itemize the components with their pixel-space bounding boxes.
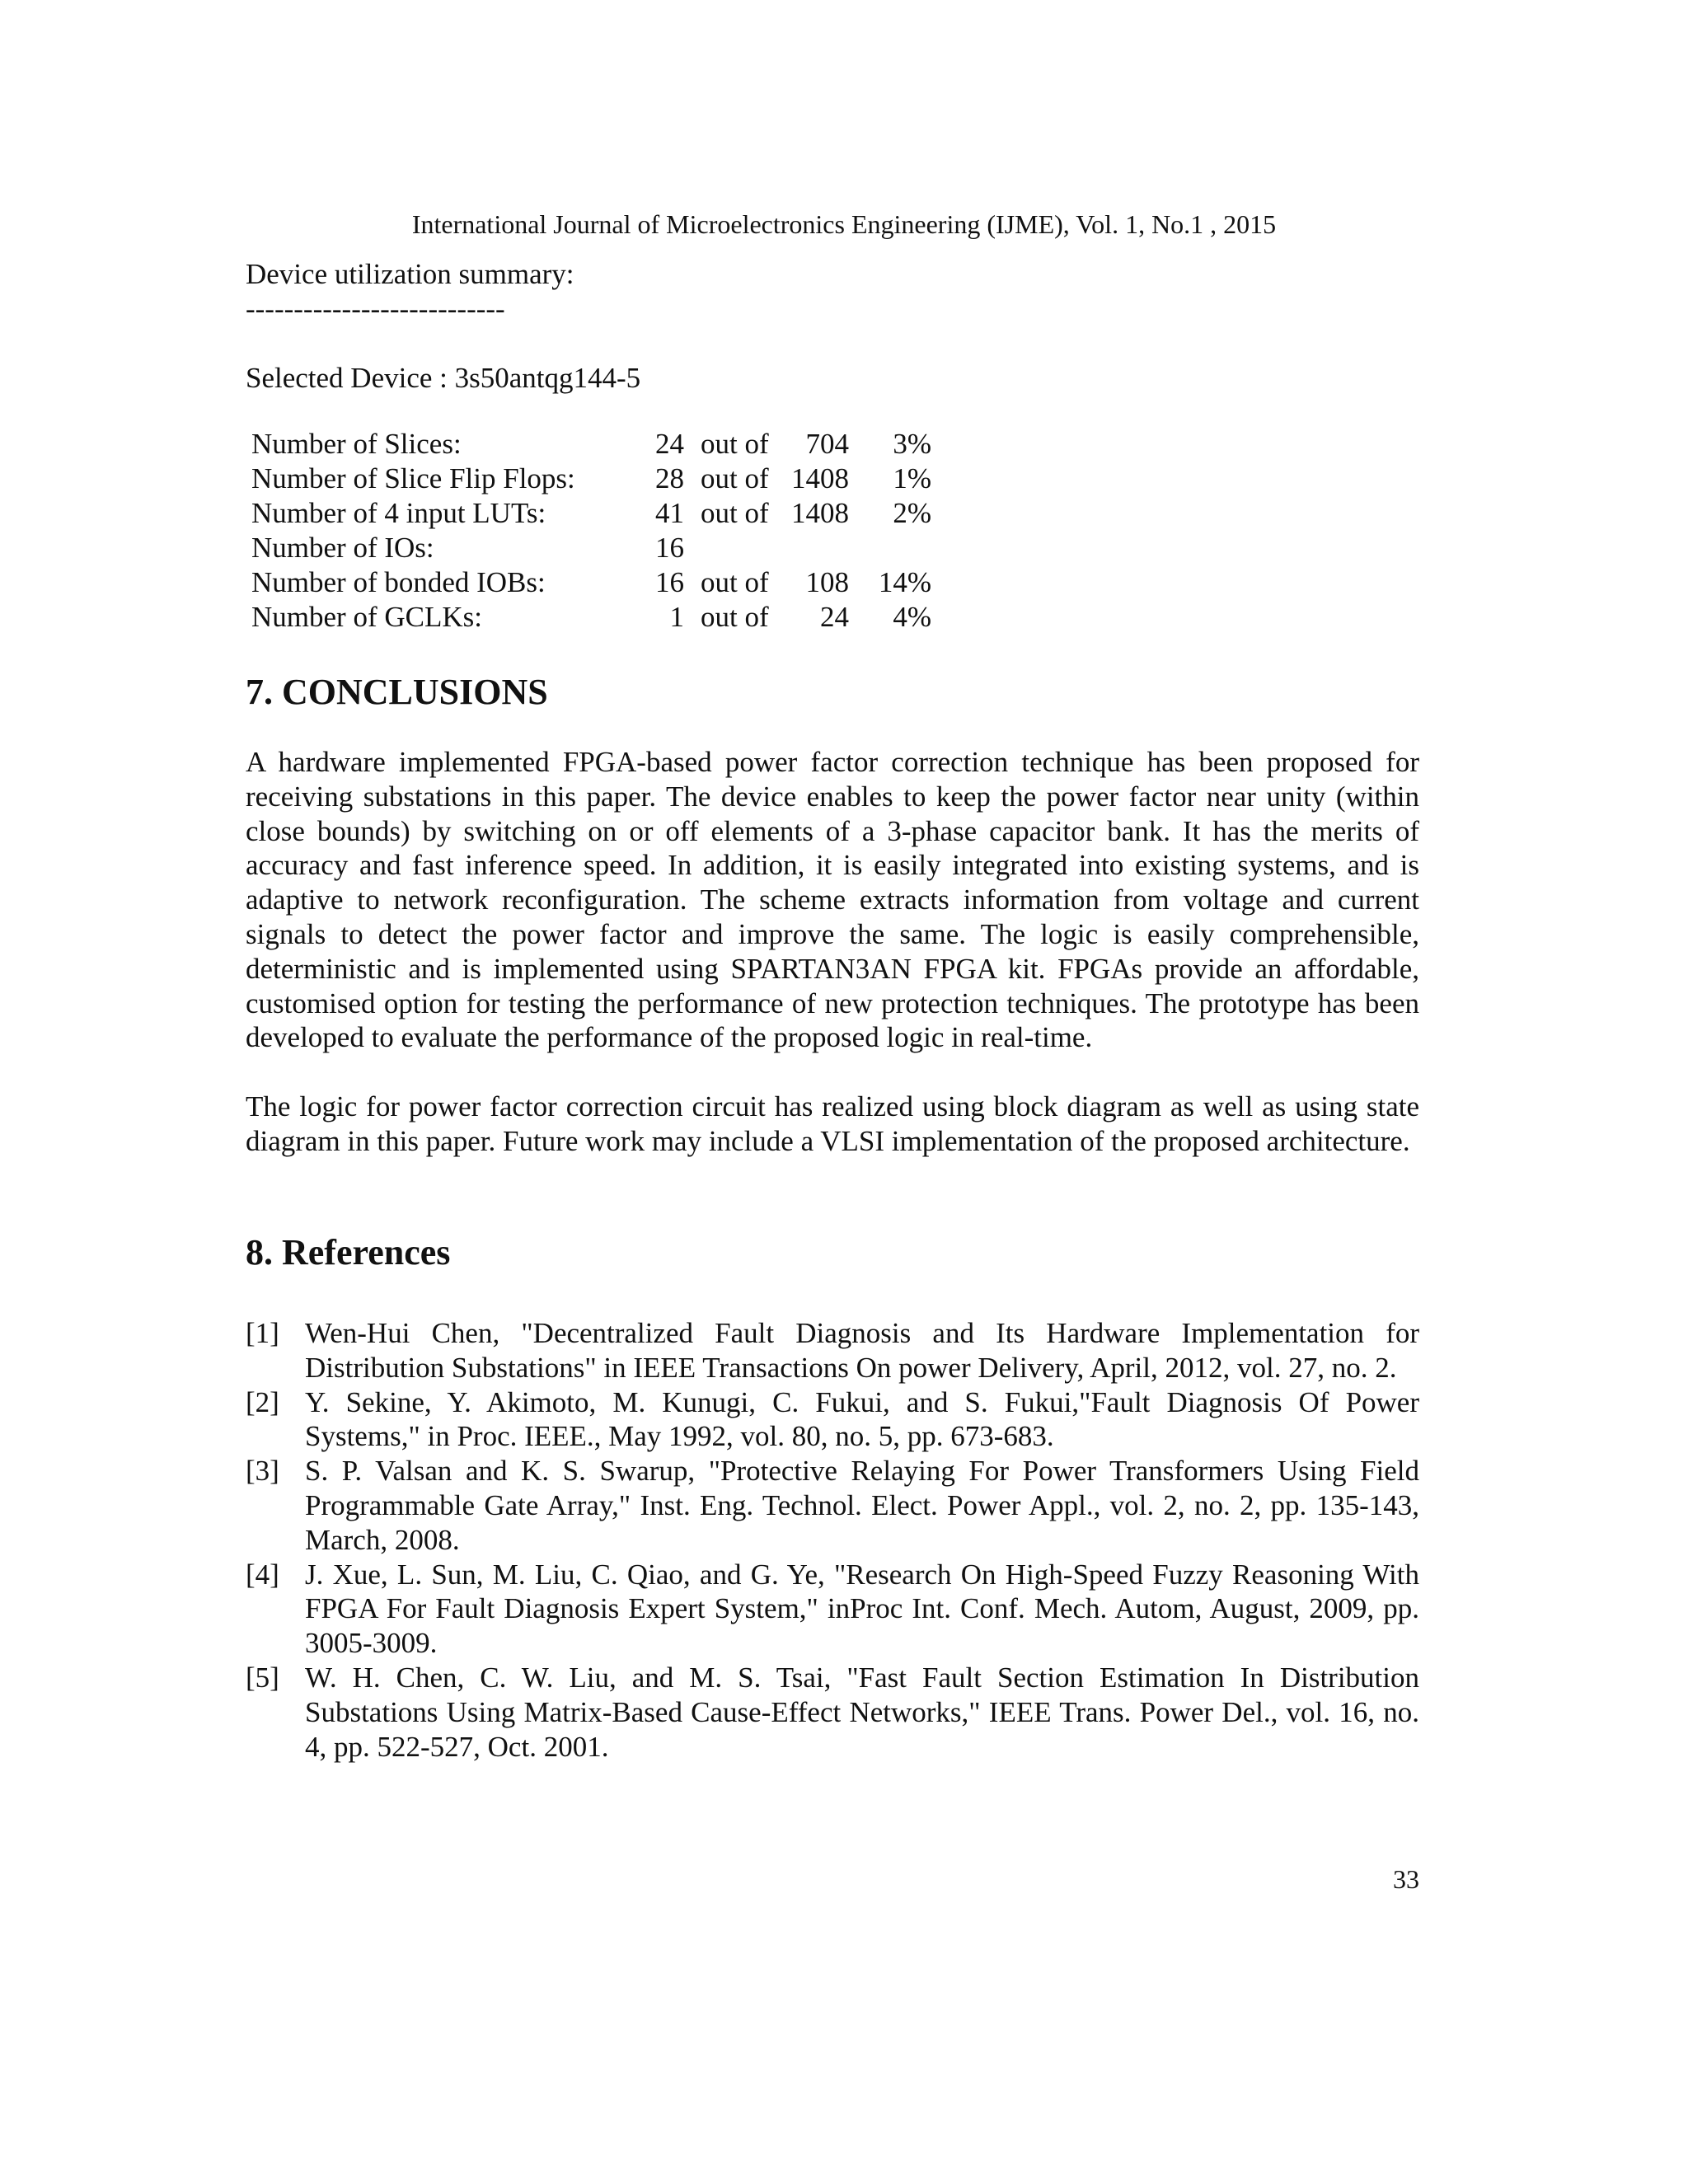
references-heading: 8. References xyxy=(246,1232,451,1272)
device-summary-rule: --------------------------- xyxy=(246,293,505,325)
row-label: Number of GCLKs: xyxy=(251,601,482,633)
conclusions-paragraph-2: The logic for power factor correction circuit has realized using block diagram as well as using state diagram in this paper. Future work may include a VLSI implementation of the proposed architecture. xyxy=(246,1090,1419,1157)
row-value: 1 xyxy=(669,601,684,633)
reference-number: [4] xyxy=(246,1558,279,1591)
row-total: 704 xyxy=(805,428,849,460)
selected-device: Selected Device : 3s50antqg144-5 xyxy=(246,362,641,394)
row-total: 108 xyxy=(805,566,849,598)
reference-list xyxy=(246,1316,1419,1764)
reference-number: [1] xyxy=(246,1317,279,1349)
reference-number: [2] xyxy=(246,1385,279,1418)
reference-text: Wen-Hui Chen, "Decentralized Fault Diagnosis and Its Hardware Implementation for Distribution Substations" in IEEE Transactions On power Delivery, April, 2012, vol. 27, no. 2. xyxy=(305,1317,1419,1384)
row-label: Number of Slices: xyxy=(251,428,462,460)
row-total: 1408 xyxy=(791,462,849,494)
row-percent: 4% xyxy=(893,601,931,633)
conclusions-paragraph-1: A hardware implemented FPGA-based power factor correction technique has been proposed for receiving substations in this paper. The device enables to keep the power factor near unity (within close bounds) by switching on or off elements of a 3-phase capacitor bank. It has the merits of accuracy and fast inference speed. In addition, it is easily integrated into existing systems, and is adaptive to network reconfiguration. The scheme extracts information from voltage and current signals to detect the power factor and improve the same. The logic is easily comprehensible, deterministic and is implemented using SPARTAN3AN FPGA kit. FPGAs provide an affordable, customised option for testing the performance of new protection techniques. The prototype has been developed to evaluate the performance of the proposed logic in real-time. xyxy=(246,746,1419,1054)
row-percent: 1% xyxy=(893,462,931,494)
reference-text: W. H. Chen, C. W. Liu, and M. S. Tsai, "Fast Fault Section Estimation In Distribution Substations Using Matrix-Based Cause-Effect Networks," IEEE Trans. Power Del., vol. 16, no. 4, pp. 522-527, Oct. 2001. xyxy=(305,1661,1419,1763)
row-label: Number of 4 input LUTs: xyxy=(251,497,546,529)
conclusions-heading: 7. CONCLUSIONS xyxy=(246,672,548,712)
reference-item xyxy=(246,1661,1419,1764)
row-label: Number of Slice Flip Flops: xyxy=(251,462,575,494)
row-out-of: out of xyxy=(701,462,769,494)
row-value: 16 xyxy=(655,566,684,598)
row-value: 28 xyxy=(655,462,684,494)
row-percent: 2% xyxy=(893,497,931,529)
reference-text: J. Xue, L. Sun, M. Liu, C. Qiao, and G. Ye, "Research On High-Speed Fuzzy Reasoning With FPGA For Fault Diagnosis Expert System," inProc Int. Conf. Mech. Autom, August, 2009, pp. 3005-3009. xyxy=(305,1558,1419,1660)
row-value: 41 xyxy=(655,497,684,529)
reference-text: Y. Sekine, Y. Akimoto, M. Kunugi, C. Fukui, and S. Fukui,"Fault Diagnosis Of Power Systems," in Proc. IEEE., May 1992, vol. 80, no. 5, pp. 673-683. xyxy=(305,1385,1419,1453)
row-value: 24 xyxy=(655,428,684,460)
reference-item xyxy=(246,1558,1419,1661)
row-out-of: out of xyxy=(701,601,769,633)
row-out-of: out of xyxy=(701,566,769,598)
device-summary-heading: Device utilization summary: xyxy=(246,258,574,290)
reference-text: S. P. Valsan and K. S. Swarup, "Protective Relaying For Power Transformers Using Field Programmable Gate Array," Inst. Eng. Technol. Elect. Power Appl., vol. 2, no. 2, pp. 135-143, March, 2008. xyxy=(305,1455,1419,1556)
row-label: Number of bonded IOBs: xyxy=(251,566,546,598)
row-percent: 3% xyxy=(893,428,931,460)
row-out-of: out of xyxy=(701,497,769,529)
page-number: 33 xyxy=(1393,1864,1419,1894)
reference-item xyxy=(246,1316,1419,1385)
row-label: Number of IOs: xyxy=(251,532,434,564)
reference-number: [5] xyxy=(246,1661,279,1694)
row-percent: 14% xyxy=(878,566,931,598)
row-total: 1408 xyxy=(791,497,849,529)
row-out-of: out of xyxy=(701,428,769,460)
running-header: International Journal of Microelectronics Engineering (IJME), Vol. 1, No.1 , 2015 xyxy=(411,209,1277,239)
reference-number: [3] xyxy=(246,1455,279,1488)
row-value: 16 xyxy=(655,532,684,564)
reference-item xyxy=(246,1385,1419,1455)
reference-item xyxy=(246,1454,1419,1557)
row-total: 24 xyxy=(820,601,849,633)
